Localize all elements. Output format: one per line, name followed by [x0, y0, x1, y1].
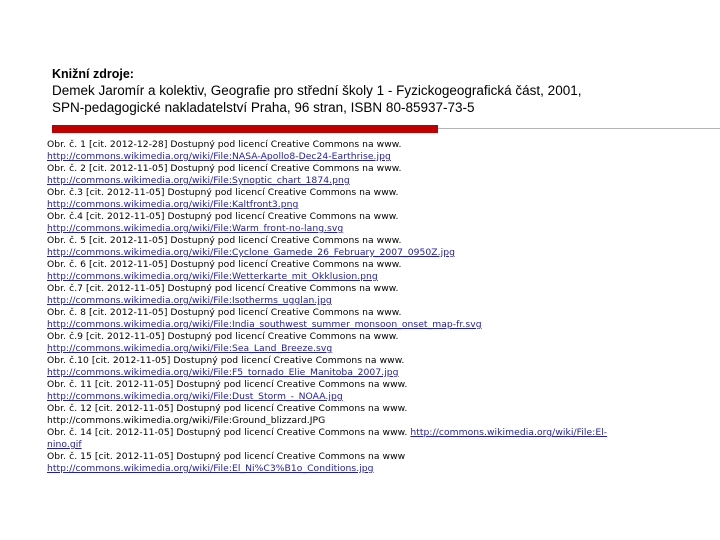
reference-caption: Obr. č. 12 [cit. 2012-11-05] Dostupný pod licencí Creative Commons na www. — [47, 403, 408, 414]
reference-link[interactable]: http://commons.wikimedia.org/wiki/File:El- — [410, 427, 608, 438]
reference-caption: Obr. č. 1 [cit. 2012-12-28] Dostupný pod licencí Creative Commons na www. — [47, 139, 402, 150]
reference-caption: Obr. č. 14 [cit. 2012-11-05] Dostupný pod licencí Creative Commons na www. — [47, 427, 408, 438]
reference-link[interactable]: http://commons.wikimedia.org/wiki/File:Synoptic_chart_1874.png — [47, 175, 350, 186]
reference-caption: Obr. č.3 [cit. 2012-11-05] Dostupný pod licencí Creative Commons na www. — [47, 187, 399, 198]
reference-link-continuation[interactable]: nino.gif — [47, 439, 82, 450]
reference-url-text: http://commons.wikimedia.org/wiki/File:Ground_blizzard.JPG — [47, 415, 326, 426]
reference-link[interactable]: http://commons.wikimedia.org/wiki/File:Cyclone_Gamede_26_February_2007_0950Z.jpg — [47, 247, 455, 258]
reference-link[interactable]: http://commons.wikimedia.org/wiki/File:Kaltfront3.png — [47, 199, 299, 210]
reference-caption: Obr. č. 11 [cit. 2012-11-05] Dostupný pod licencí Creative Commons na www. — [47, 379, 408, 390]
reference-caption: Obr. č. 5 [cit. 2012-11-05] Dostupný pod licencí Creative Commons na www. — [47, 235, 402, 246]
red-accent-bar — [52, 125, 438, 133]
reference-link[interactable]: http://commons.wikimedia.org/wiki/File:Sea_Land_Breeze.svg — [47, 343, 333, 354]
reference-link[interactable]: http://commons.wikimedia.org/wiki/File:Dust_Storm_-_NOAA.jpg — [47, 391, 343, 402]
book-citation-line: SPN-pedagogické nakladatelství Praha, 96 stran, ISBN 80-85937-73-5 — [52, 100, 475, 115]
reference-link[interactable]: http://commons.wikimedia.org/wiki/File:F5_tornado_Elie_Manitoba_2007.jpg — [47, 367, 399, 378]
reference-caption: Obr. č.10 [cit. 2012-11-05] Dostupný pod licencí Creative Commons na www. — [47, 355, 405, 366]
reference-link[interactable]: http://commons.wikimedia.org/wiki/File:India_southwest_summer_monsoon_onset_map-fr.svg — [47, 319, 482, 330]
reference-caption: Obr. č. 15 [cit. 2012-11-05] Dostupný pod licencí Creative Commons na www — [47, 451, 406, 462]
gray-rule-line — [438, 128, 720, 129]
reference-caption: Obr. č.4 [cit. 2012-11-05] Dostupný pod licencí Creative Commons na www. — [47, 211, 399, 222]
reference-link[interactable]: http://commons.wikimedia.org/wiki/File:Isotherms_ugglan.jpg — [47, 295, 332, 306]
book-sources-heading: Knižní zdroje: — [52, 67, 134, 81]
book-sources — [52, 66, 692, 116]
reference-link[interactable]: http://commons.wikimedia.org/wiki/File:Wetterkarte_mit_Okklusion.png — [47, 271, 378, 282]
reference-link[interactable]: http://commons.wikimedia.org/wiki/File:El_Ni%C3%B1o_Conditions.jpg — [47, 463, 374, 474]
book-citation-line: Demek Jaromír a kolektiv, Geografie pro střední školy 1 - Fyzickogeografická část, 2001, — [52, 83, 582, 98]
reference-caption: Obr. č. 6 [cit. 2012-11-05] Dostupný pod licencí Creative Commons na www. — [47, 259, 402, 270]
image-references — [47, 139, 687, 475]
reference-link[interactable]: http://commons.wikimedia.org/wiki/File:NASA-Apollo8-Dec24-Earthrise.jpg — [47, 151, 391, 162]
reference-caption: Obr. č. 2 [cit. 2012-11-05] Dostupný pod licencí Creative Commons na www. — [47, 163, 402, 174]
reference-link[interactable]: http://commons.wikimedia.org/wiki/File:Warm_front-no-lang.svg — [47, 223, 344, 234]
reference-caption: Obr. č. 8 [cit. 2012-11-05] Dostupný pod licencí Creative Commons na www. — [47, 307, 402, 318]
reference-caption: Obr. č.7 [cit. 2012-11-05] Dostupný pod licencí Creative Commons na www. — [47, 283, 399, 294]
reference-caption: Obr. č.9 [cit. 2012-11-05] Dostupný pod licencí Creative Commons na www. — [47, 331, 399, 342]
